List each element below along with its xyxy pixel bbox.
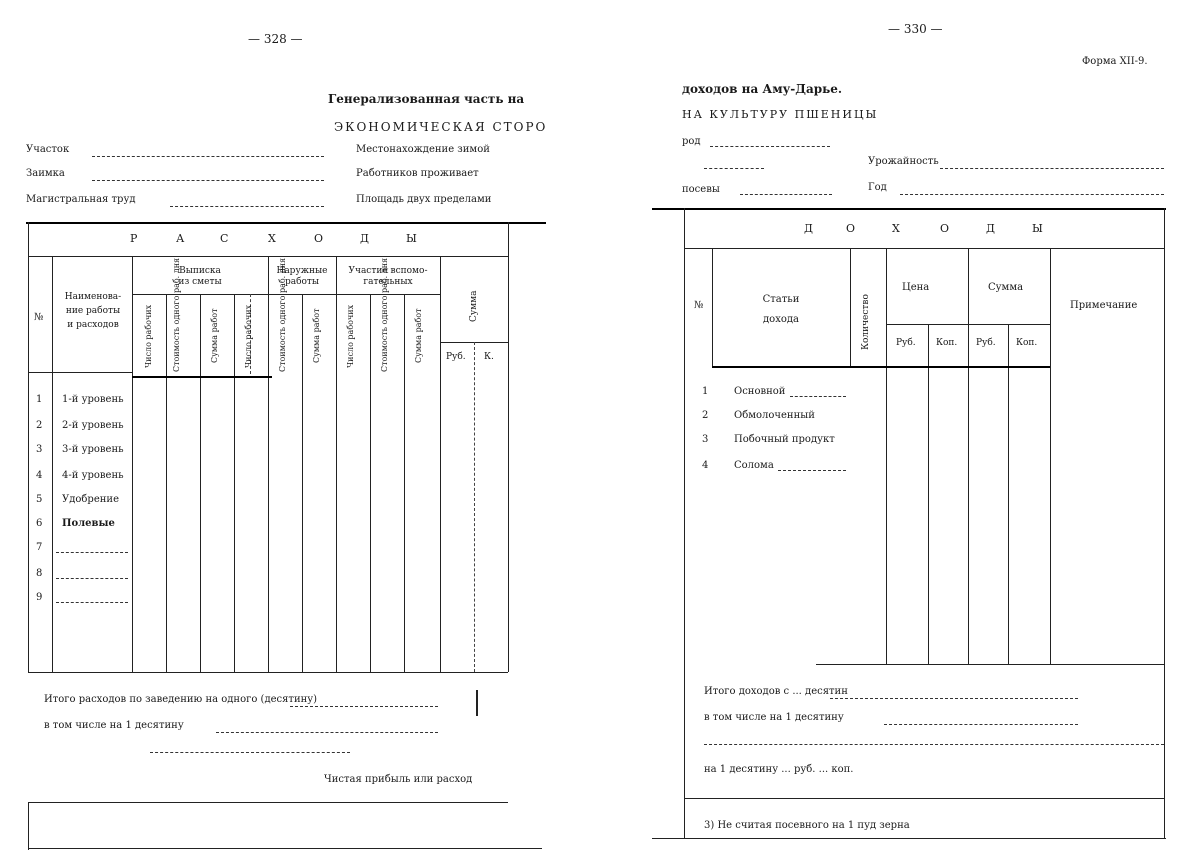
table-row-name: 2-й уровень [62, 420, 124, 431]
table-row-no: 5 [36, 494, 43, 505]
table-row-name: Побочный продукт [734, 434, 835, 445]
left-field-1: Участок [26, 144, 70, 155]
right-sub-col: Коп. [1016, 338, 1038, 348]
left-sub-col: Стоимость одного раб. дня [380, 257, 389, 372]
left-page-number: — 328 — [248, 32, 303, 46]
left-sub-col: Сумма работ [210, 308, 219, 364]
table-row-name: 4-й уровень [62, 470, 124, 481]
left-col-name-3: и расходов [67, 320, 119, 330]
left-title-letter: Х [268, 232, 276, 245]
right-sub-col: Руб. [976, 338, 996, 348]
right-title-letter: О [846, 222, 856, 235]
right-summary-line3: на 1 десятину ... руб. ... коп. [704, 764, 854, 775]
left-group-1 [134, 266, 266, 288]
table-row-no: 7 [36, 542, 43, 553]
table-row-no: 2 [36, 420, 43, 431]
left-group-3-line1: Участие вспомо- [348, 266, 428, 276]
left-title-letter: Р [130, 232, 138, 245]
right-col-name-1: Статьи [762, 294, 800, 305]
left-group-3-line2: гательных [363, 277, 413, 287]
left-field-right-2: Работников проживает [356, 168, 479, 179]
left-heading-line1: Генерализованная часть на [328, 92, 525, 106]
right-summary-line2: в том числе на 1 десятину [704, 712, 844, 723]
left-heading-line2: ЭКОНОМИЧЕСКАЯ СТОРО [334, 120, 548, 134]
right-page-number: — 330 — [888, 22, 943, 36]
left-field-right-1: Местонахождение зимой [356, 144, 490, 155]
left-sub-col: Сумма работ [414, 308, 423, 364]
table-row-no: 9 [36, 592, 43, 603]
right-col-no: № [694, 300, 704, 311]
right-heading-line1: доходов на Аму-Дарье. [682, 82, 843, 96]
left-group-2-line1: Наружные [276, 266, 328, 276]
right-field-3: посевы [682, 184, 720, 195]
right-title-letter: О [940, 222, 950, 235]
table-row-no: 8 [36, 568, 43, 579]
table-row-no: 4 [702, 460, 709, 471]
right-col-sum: Сумма [988, 282, 1024, 293]
left-sum-kop: К. [484, 352, 494, 362]
left-total-line1: Итого расходов по заведению на одного (десятину) [44, 694, 318, 705]
table-row-name: Полевые [62, 518, 115, 529]
right-col-name [714, 290, 848, 330]
right-field-right-2: Год [868, 182, 887, 193]
table-row-name: 3-й уровень [62, 444, 124, 455]
left-title-letter: А [176, 232, 185, 245]
right-sub-col: Руб. [896, 338, 916, 348]
right-col-price: Цена [902, 282, 930, 293]
left-footer-right: Чистая прибыль или расход [324, 774, 473, 785]
right-field-1: род [682, 136, 701, 147]
left-sub-col: Сумма работ [312, 308, 321, 364]
left-title-letter: Д [360, 232, 369, 245]
left-group-4: Сумма [469, 290, 479, 322]
left-title-letter: Ы [406, 232, 417, 245]
left-col-name-2: ние работы [65, 306, 121, 316]
table-row-name: Солома [734, 460, 774, 471]
left-group-1-line2: из сметы [178, 277, 222, 287]
right-title-letter: Ы [1032, 222, 1043, 235]
right-heading-line2: НА КУЛЬТУРУ ПШЕНИЦЫ [682, 108, 879, 121]
left-total-line2: в том числе на 1 десятину [44, 720, 184, 731]
left-sum-rub: Руб. [446, 352, 466, 362]
right-summary-line1: Итого доходов с ... десятин [704, 686, 848, 697]
table-row-no: 2 [702, 410, 709, 421]
left-sub-col: Число рабочих [244, 304, 253, 368]
left-col-no: № [34, 312, 44, 323]
right-form-number: Форма XII-9. [1082, 56, 1148, 67]
left-col-name [56, 290, 130, 332]
table-row-no: 1 [36, 394, 43, 405]
table-row-no: 3 [702, 434, 709, 445]
left-sub-col: Число рабочих [346, 304, 355, 368]
left-col-name-1: Наименова- [64, 292, 122, 302]
table-row-no: 4 [36, 470, 43, 481]
right-field-right-1: Урожайность [868, 156, 939, 167]
left-field-2: Заимка [26, 168, 65, 179]
right-col-qty: Количество [861, 294, 871, 350]
table-row-name: 1-й уровень [62, 394, 124, 405]
right-title-letter: Д [804, 222, 813, 235]
table-row-name: Основной [734, 386, 786, 397]
left-group-2-line2: работы [284, 277, 320, 287]
right-title-letter: Д [986, 222, 995, 235]
left-title-letter: С [220, 232, 229, 245]
left-sub-col: Стоимость одного раб. дня [278, 257, 287, 372]
right-col-name-2: дохода [763, 314, 799, 325]
right-col-note: Примечание [1070, 300, 1138, 311]
left-title-letter: О [314, 232, 324, 245]
table-row-name: Удобрение [62, 494, 119, 505]
left-field-3: Магистральная труд [26, 194, 136, 205]
table-row-no: 3 [36, 444, 43, 455]
left-group-1-line1: Выписка [179, 266, 221, 276]
table-row-name: Обмолоченный [734, 410, 815, 421]
left-sub-col: Стоимость одного раб. дня [172, 257, 181, 372]
left-sub-col: Число рабочих [144, 304, 153, 368]
right-title-letter: Х [892, 222, 900, 235]
table-row-no: 6 [36, 518, 43, 529]
table-row-no: 1 [702, 386, 709, 397]
right-footer-line: 3) Не считая посевного на 1 пуд зерна [704, 820, 910, 831]
right-sub-col: Коп. [936, 338, 958, 348]
left-field-right-3: Площадь двух пределами [356, 194, 492, 205]
